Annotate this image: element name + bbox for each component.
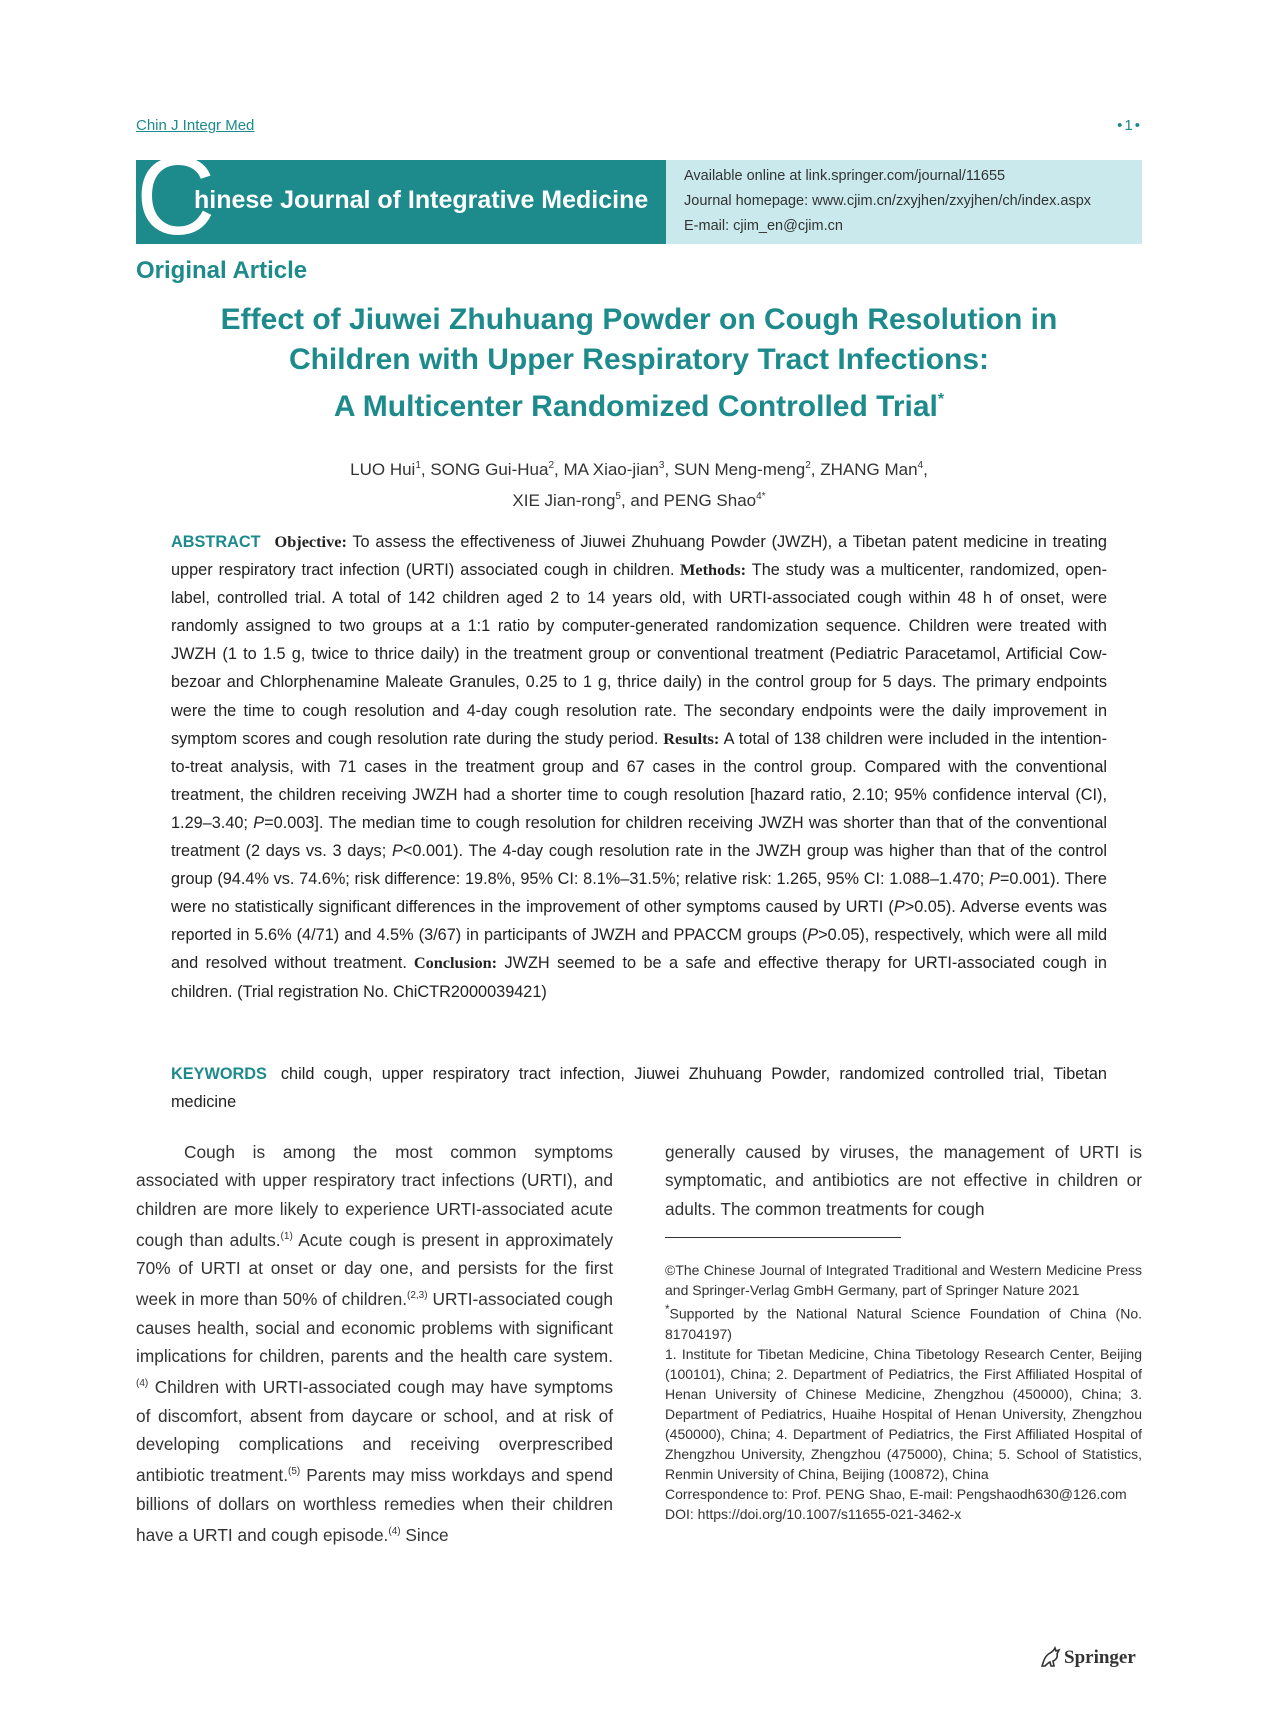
body-text: Since [400, 1524, 449, 1545]
abstract-label: ABSTRACT [171, 533, 261, 551]
p-value-symbol: P [988, 870, 1000, 889]
methods-label: Methods: [674, 560, 747, 580]
banner-journal-title: hinese Journal of Integrative Medicine [194, 186, 649, 214]
doi[interactable]: DOI: https://doi.org/10.1007/s11655-021-3462-x [665, 1505, 962, 1522]
page-header [136, 117, 1142, 139]
author-line-1 [136, 452, 1142, 483]
footnotes [665, 1260, 1142, 1524]
author-affiliation-mark: 3 [658, 460, 665, 471]
banner-big-letter: C [136, 135, 216, 258]
author-affiliation-mark: 4 [917, 460, 924, 471]
correspondence: Correspondence to: Prof. PENG Shao, E-mail: Pengshaodh630@126.com [665, 1485, 1127, 1502]
springer-horse-icon [1038, 1646, 1062, 1670]
author-name: , SUN Meng-meng [664, 460, 806, 479]
title-line-2: Children with Upper Respiratory Tract Infections: [288, 343, 990, 376]
p-value-symbol: P [807, 926, 819, 945]
page-number: •1• [1117, 117, 1142, 134]
author-affiliation-mark: 2 [548, 460, 554, 471]
citation-ref[interactable]: (1) [280, 1230, 293, 1242]
objective-label: Objective: [274, 532, 347, 551]
banner-homepage[interactable]: Journal homepage: www.cjim.cn/zxyjhen/zxyjhen/ch/index.aspx [684, 193, 1092, 209]
title-line-1: Effect of Jiuwei Zhuhuang Powder on Cough Resolution in [220, 303, 1058, 336]
author-separator: , [923, 460, 928, 479]
p-value-symbol: P [893, 898, 905, 917]
results-text: >0.05). Adverse events was reported in 5.6% (4/71) and 4.5% (3/67) in participants of JWZH and PPACCM groups ( [171, 898, 1107, 945]
journal-abbrev-link[interactable]: Chin J Integr Med [136, 117, 255, 134]
author-line-2 [136, 483, 1142, 514]
citation-ref[interactable]: (4) [388, 1525, 401, 1537]
affiliations: 1. Institute for Tibetan Medicine, China Tibetology Research Center, Beijing (100101), China; 2. Department of Pediatrics, the First Affiliated Hospital of Henan University of Chinese Medicine, Zhengzhou (450000), China; 3. Department of Pediatrics, Huaihe Hospital of Henan University, Zhengzhou (450000), China; 4. Department of Pediatrics, the First Affiliated Hospital of Zhengzhou University, Zhengzhou (475000), China; 5. School of Statistics, Renmin University of China, Beijing (100872), China [665, 1345, 1142, 1482]
funding-note [665, 1300, 1142, 1344]
footnote-divider [665, 1237, 901, 1238]
results-text: >0.05), respectively, which were all mild and resolved without treatment. [171, 926, 1108, 973]
journal-banner [136, 135, 1142, 258]
p-value-symbol: P [253, 813, 265, 832]
citation-ref[interactable]: (4) [136, 1378, 149, 1390]
banner-title-block [136, 135, 666, 258]
body-text: Parents may miss workdays and spend billions of dollars on worthless remedies when their children have a URTI and cough episode. [136, 1465, 613, 1545]
author-name: LUO Hui [350, 460, 416, 479]
banner-info-block [666, 160, 1142, 244]
results-text: =0.003]. The median time to cough resolution for children receiving JWZH was shorter than that of the conventional treatment (2 days vs. 3 days; [171, 813, 1108, 861]
author-affiliation-mark: 2 [805, 460, 811, 471]
body-text: Acute cough is present in approximately 70% of URTI at onset or day one, and persists for the first week in more than 50% of children. [136, 1229, 613, 1310]
author-list [136, 452, 1142, 514]
body-text: URTI-associated cough causes health, social and economic problems with significant implications for children, parents and the health care system. [136, 1289, 613, 1367]
copyright-notice: ©The Chinese Journal of Integrated Traditional and Western Medicine Press and Springer-Verlag GmbH Germany, part of Springer Nature 2021 [665, 1262, 1142, 1298]
body-column-right [665, 1138, 1142, 1223]
objective-text: To assess the effectiveness of Jiuwei Zhuhuang Powder (JWZH), a Tibetan patent medicine in treating upper respiratory tract infection (URTI) associated cough in children. [171, 533, 1107, 580]
funding-text: Supported by the National Natural Science Foundation of China (No. 81704197) [665, 1305, 1142, 1342]
keywords [171, 1060, 1107, 1116]
citation-ref[interactable]: (5) [288, 1466, 301, 1478]
author-name: XIE Jian-rong [512, 491, 616, 510]
author-name: , SONG Gui-Hua [420, 460, 549, 479]
author-affiliation-mark: 1 [415, 460, 421, 471]
p-value-symbol: P [391, 842, 403, 861]
title-footnote-marker: * [937, 391, 945, 408]
results-text: A total of 138 children were included in the intention-to-treat analysis, with 71 cases in the treatment group and 67 cases in the control group. Compared with the conventional treatment, the children receiving JWZH had a shorter time to cough resolution [hazard ratio, 2.10; 95% confidence interval (CI), 1.29–3.40; [171, 729, 1108, 832]
author-name: , and PENG Shao [620, 491, 757, 510]
title-line-3-text: A Multicenter Randomized Controlled Trial [333, 390, 938, 423]
banner-available-online[interactable]: Available online at link.springer.com/journal/11655 [684, 168, 1006, 184]
publisher-logo [1038, 1645, 1148, 1673]
keywords-text: child cough, upper respiratory tract infection, Jiuwei Zhuhuang Powder, randomized controlled trial, Tibetan medicine [171, 1065, 1107, 1112]
body-paragraph [136, 1138, 613, 1549]
methods-text: The study was a multicenter, randomized, open-label, controlled trial. A total of 142 children aged 2 to 14 years old, with URTI-associated cough within 48 h of onset, were randomly assigned to two groups at a 1:1 ratio by computer-generated randomization sequence. Children were treated with JWZH (1 to 1.5 g, twice to thrice daily) in the treatment group or conventional treatment (Pediatric Paracetamol, Artificial Cow-bezoar and Chlorphenamine Maleate Granules, 0.25 to 1 g, thrice daily) in the control group for 5 days. The primary endpoints were the time to cough resolution and 4-day cough resolution rate. The secondary endpoints were the daily improvement in symptom scores and cough resolution rate during the study period. [171, 561, 1108, 748]
article-type: Original Article [136, 257, 308, 284]
funding-marker: * [665, 1303, 670, 1316]
citation-ref[interactable]: (2,3) [407, 1290, 428, 1302]
keywords-label: KEYWORDS [171, 1065, 267, 1083]
author-name: , ZHANG Man [810, 460, 918, 479]
article-title [136, 300, 1142, 427]
conclusion-label: Conclusion: [406, 953, 498, 973]
results-label: Results: [658, 728, 720, 748]
author-name: , MA Xiao-jian [554, 460, 659, 479]
body-text: Cough is among the most common symptoms associated with upper respiratory tract infections (URTI), and children are more likely to experience URTI-associated acute cough than adults. [136, 1142, 613, 1250]
results-text: =0.001). There were no statistically significant differences in the improvement of other symptoms caused by URTI ( [171, 870, 1107, 917]
banner-email[interactable]: E-mail: cjim_en@cjim.cn [684, 218, 843, 234]
body-paragraph: generally caused by viruses, the management of URTI is symptomatic, and antibiotics are not effective in children or adults. The common treatments for cough [665, 1142, 1142, 1219]
title-line-3 [136, 380, 1142, 427]
results-text: <0.001). The 4-day cough resolution rate in the JWZH group was higher than that of the control group (94.4% vs. 74.6%; risk difference: 19.8%, 95% CI: 8.1%–31.5%; relative risk: 1.265, 95% CI: 1.088–1.470; [171, 842, 1107, 889]
author-affiliation-mark: 5 [615, 491, 621, 502]
abstract [171, 528, 1107, 1006]
author-affiliation-mark: 4* [756, 491, 766, 502]
body-column-left [136, 1138, 613, 1549]
conclusion-text: JWZH seemed to be a safe and effective therapy for URTI-associated cough in children. (Trial registration No. ChiCTR2000039421) [171, 954, 1107, 1001]
publisher-name: Springer [1064, 1647, 1136, 1668]
body-text: Children with URTI-associated cough may have symptoms of discomfort, absent from daycare or school, and at risk of developing complications and receiving overprescribed antibiotic treatment. [136, 1377, 613, 1486]
